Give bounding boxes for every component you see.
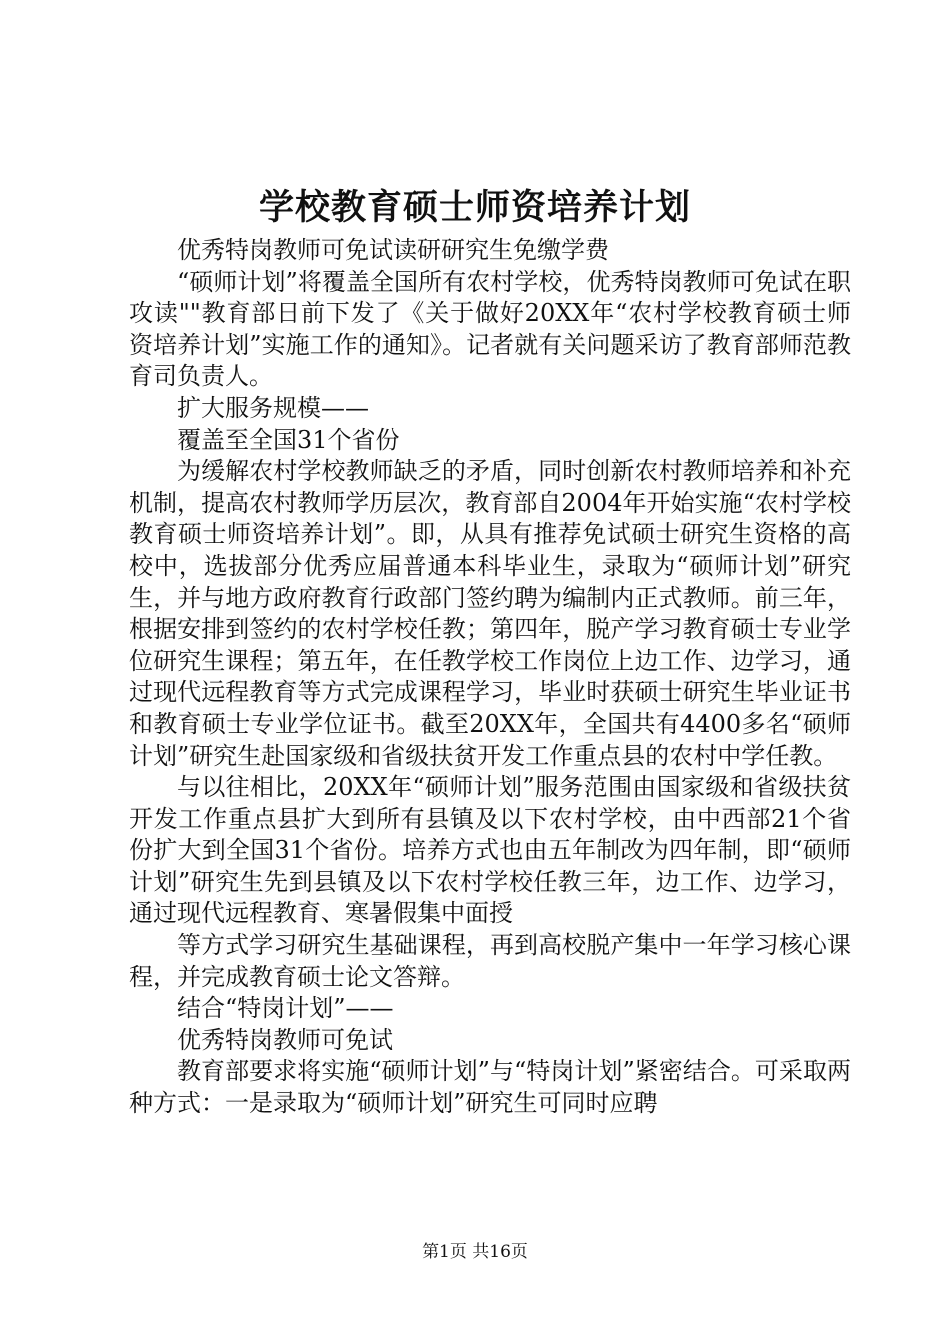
paragraph: 教育部要求将实施“硕师计划”与“特岗计划”紧密结合。可采取两种方式：一是录取为“硕师计划”研究生可同时应聘 [129,1057,851,1118]
paragraph: 等方式学习研究生基础课程，再到高校脱产集中一年学习核心课程，并完成教育硕士论文答辩。 [129,931,851,991]
paragraph: 优秀特岗教师可免试 [177,1025,393,1054]
page-footer: 第1页 共16页 [422,1242,528,1262]
paragraph: 优秀特岗教师可免试读研研究生免缴学费 [177,236,609,264]
paragraph: “硕师计划”将覆盖全国所有农村学校，优秀特岗教师可免试在职攻读""教育部日前下发了《关于做好20XX年“农村学校教育硕士师资培养计划”实施工作的通知》。记者就有关问题采访了教育部师范教育司负责人。 [129,267,851,391]
document-body [129,235,851,1120]
paragraph: 结合“特岗计划”—— [177,994,394,1023]
paragraph: 扩大服务规模—— [177,393,369,422]
document-title: 学校教育硕士师资培养计划 [258,187,691,228]
paragraph: 与以往相比，20XX年“硕师计划”服务范围由国家级和省级扶贫开发工作重点县扩大到所有县镇及以下农村学校，由中西部21个省份扩大到全国31个省份。培养方式也由五年制改为四年制，即“硕师计划”研究生先到县镇及以下农村学校任教三年，边工作、边学习，通过现代远程教育、寒暑假集中面授 [129,773,851,928]
paragraph: 覆盖至全国31个省份 [177,425,400,454]
paragraph: 为缓解农村学校教师缺乏的矛盾，同时创新农村教师培养和补充机制，提高农村教师学历层次，教育部自2004年开始实施“农村学校教育硕士师资培养计划”。即，从具有推荐免试硕士研究生资格的高校中，选拔部分优秀应届普通本科毕业生，录取为“硕师计划”研究生，并与地方政府教育行政部门签约聘为编制内正式教师。前三年，根据安排到签约的农村学校任教；第四年，脱产学习教育硕士专业学位研究生课程；第五年，在任教学校工作岗位上边工作、边学习，通过现代远程教育等方式完成课程学习，毕业时获硕士研究生毕业证书和教育硕士专业学位证书。截至20XX年，全国共有4400多名“硕师计划”研究生赴国家级和省级扶贫开发工作重点县的农村中学任教。 [129,457,851,770]
